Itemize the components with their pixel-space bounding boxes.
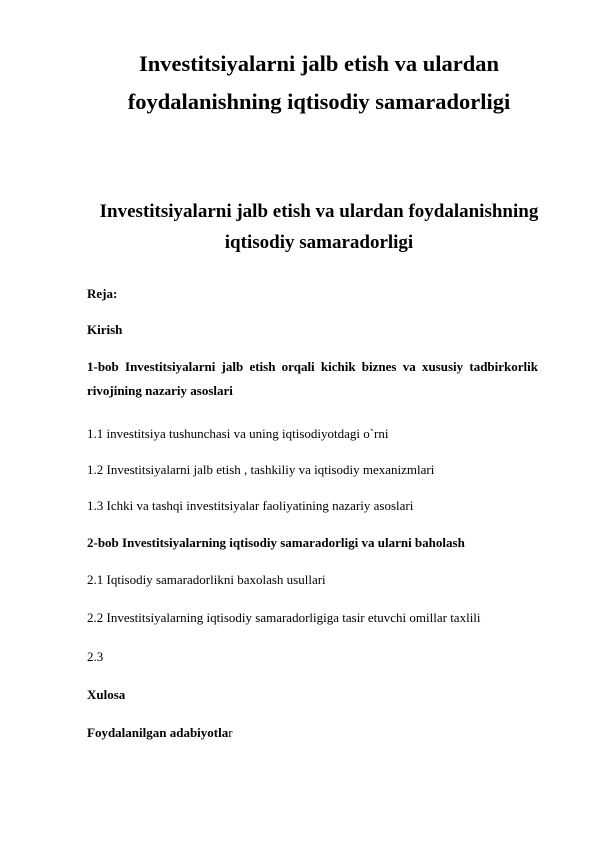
toc-section-1-3: 1.3 Ichki va tashqi investitsiyalar faoliyatining nazariy asoslari — [87, 498, 414, 513]
section-title: Investitsiyalarni jalb etish va ulardan foydalanishning iqtisodiy samaradorligi — [99, 201, 539, 253]
toc-intro: Kirish — [87, 322, 123, 337]
plan-label: Reja: — [87, 286, 118, 301]
toc-references-bold: Foydalanilgan adabiyotla — [87, 725, 229, 740]
toc-section-1-2: 1.2 Investitsiyalarni jalb etish , tashkiliy va iqtisodiy mexanizmlari — [87, 462, 435, 477]
toc-section-2-1: 2.1 Iqtisodiy samaradorlikni baxolash usullari — [87, 572, 326, 587]
toc-references — [87, 725, 233, 741]
page-title: Investitsiyalarni jalb etish va ulardan foydalanishning iqtisodiy samaradorligi — [127, 51, 511, 114]
toc-section-2-2: 2.2 Investitsiyalarning iqtisodiy samaradorligiga tasir etuvchi omillar taxlili — [87, 610, 481, 625]
toc-section-1-1: 1.1 investitsiya tushunchasi va uning iqtisodiyotdagi o`rni — [87, 426, 389, 441]
toc-section-2-3: 2.3 — [87, 649, 104, 664]
toc-chapter-1: 1-bob Investitsiyalarni jalb etish orqali kichik biznes va xususiy tadbirkorlik rivojining nazariy asoslari — [87, 359, 538, 398]
toc-chapter-2: 2-bob Investitsiyalarning iqtisodiy samaradorligi va ularni baholash — [87, 535, 465, 550]
toc-references-tail: r — [228, 725, 233, 740]
toc-conclusion: Xulosa — [87, 687, 126, 702]
